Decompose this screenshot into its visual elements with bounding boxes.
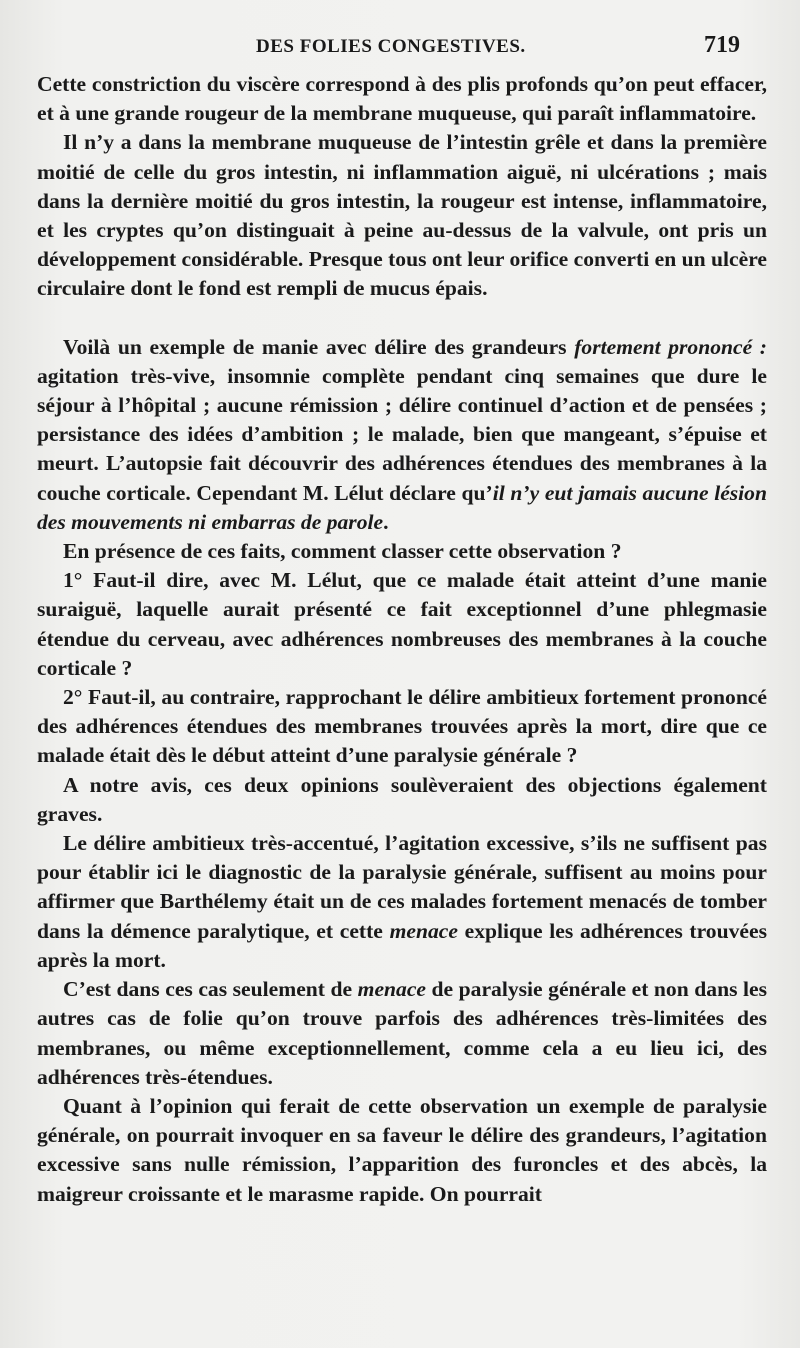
paragraph: [37, 70, 767, 128]
paragraph-text: explique les adhérences trouvées après la mort.: [37, 918, 767, 972]
paragraph-text: Cette constriction du viscère correspond à des plis profonds qu’on peut effacer, et à une grande rougeur de la membrane muqueuse, qui paraît inflammatoire.: [37, 72, 767, 126]
paragraph-text: 1° Faut-il dire, avec M. Lélut, que ce malade était atteint d’une manie suraiguë, laquelle aurait présenté ce fait exceptionnel d’une phlegmasie étendue du cerveau, avec adhérences nombreuses des membranes à la couche corticale ?: [37, 568, 767, 680]
page-header: [0, 30, 800, 64]
italic-text: il n’y eut jamais aucune lésion des mouvements ni embarras de parole: [37, 480, 767, 534]
page-number: 719: [704, 32, 740, 58]
paragraph: [37, 975, 767, 1092]
paragraph-text: C’est dans ces cas seulement de: [63, 977, 358, 1002]
paragraph-text: Il n’y a dans la membrane muqueuse de l’intestin grêle et dans la première moitié de celle du gros intestin, ni inflammation aiguë, ni ulcérations ; mais dans la dernière moitié du gros intestin, la rougeur est intense, inflammatoire, et les cryptes qu’on distinguait à peine au-dessus de la valvule, ont pris un développement considérable. Presque tous ont leur orifice converti en un ulcère circulaire dont le fond est rempli de mucus épais.: [37, 130, 767, 301]
paragraph: [37, 771, 767, 829]
paragraph-text: A notre avis, ces deux opinions soulèveraient des objections également graves.: [37, 772, 767, 826]
body-text: [37, 70, 767, 1209]
paragraph: [37, 537, 767, 566]
paragraph: [37, 128, 767, 303]
paragraph-text: En présence de ces faits, comment classer cette observation ?: [63, 539, 622, 564]
paragraph: [37, 566, 767, 683]
italic-text: menace: [389, 918, 458, 943]
paragraph-text: agitation très-vive, insomnie complète pendant cinq semaines que dure le séjour à l’hôpital ; aucune rémission ; délire continuel d’action et de pensées ; persistance des idées d’ambition ; le malade, bien que mangeant, s’épuise et meurt. L’autopsie fait découvrir des adhérences étendues des membranes à la couche corticale. Cependant M. Lélut déclare qu’: [37, 363, 767, 505]
paragraph-text: .: [383, 509, 389, 534]
italic-text: fortement prononcé :: [574, 334, 767, 359]
paragraph-text: Le délire ambitieux très-accentué, l’agitation excessive, s’ils ne suffisent pas pour établir ici le diagnostic de la paralysie générale, suffisent au moins pour affirmer que Barthélemy était un de ces malades fortement menacés de tomber dans la démence paralytique, et cette: [37, 831, 767, 943]
paragraph-text: Voilà un exemple de manie avec délire des grandeurs: [63, 334, 575, 359]
paragraph: [37, 829, 767, 975]
running-head: DES FOLIES CONGESTIVES.: [256, 36, 526, 57]
paragraph: [37, 683, 767, 771]
paragraph-text: 2° Faut-il, au contraire, rapprochant le délire ambitieux fortement prononcé des adhérences étendues des membranes trouvées après la mort, dire que ce malade était dès le début atteint d’une paralysie générale ?: [37, 685, 767, 768]
paragraph: [37, 333, 767, 537]
paragraph-text: de paralysie générale et non dans les autres cas de folie qu’on trouve parfois des adhérences très-limitées des membranes, ou même exceptionnellement, comme cela a eu lieu ici, des adhérences très-étendues.: [37, 977, 767, 1089]
italic-text: menace: [357, 977, 427, 1002]
paragraph-text: Quant à l’opinion qui ferait de cette observation un exemple de paralysie générale, on pourrait invoquer en sa faveur le délire des grandeurs, l’agitation excessive sans nulle rémission, l’apparition des furoncles et des abcès, la maigreur croissante et le marasme rapide. On pourrait: [37, 1093, 767, 1206]
paragraph: [37, 1092, 767, 1209]
